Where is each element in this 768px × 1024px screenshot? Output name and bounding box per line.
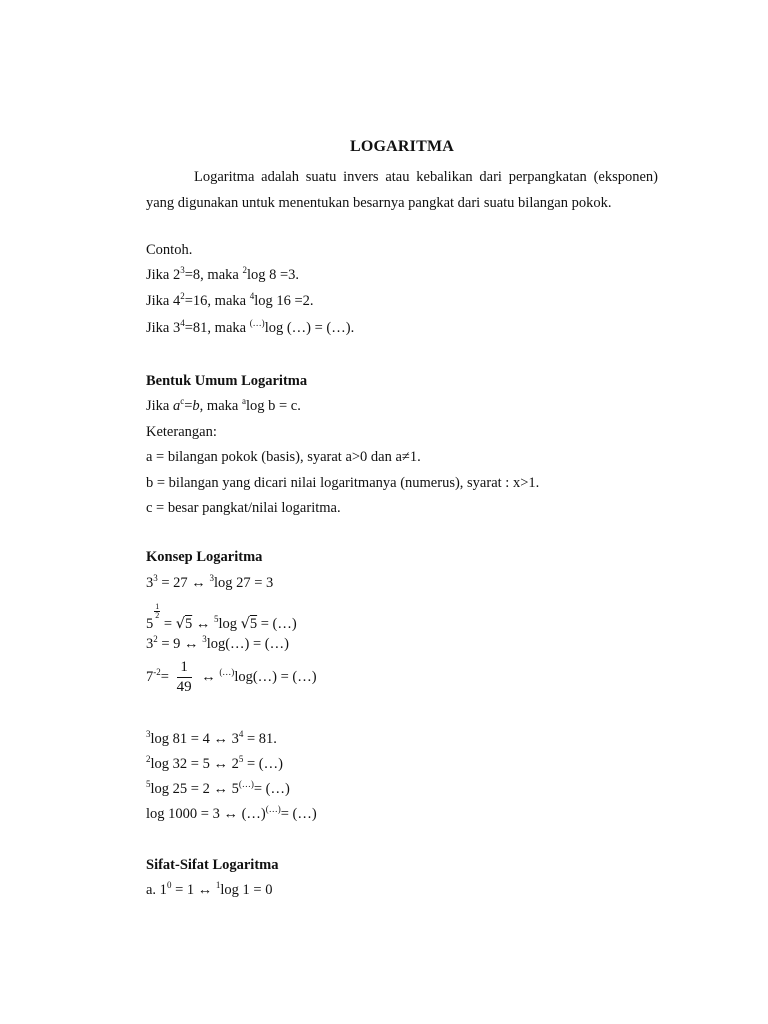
r7-log-base: 5 (146, 779, 151, 789)
r8-post: = (…) (280, 806, 317, 822)
r2-radicand: 5 (184, 616, 193, 632)
r4-post: log(…) = (…) (234, 668, 317, 685)
konsep-heading: Konsep Logaritma (146, 549, 263, 565)
r4-arrow: ↔ (197, 668, 220, 685)
bentuk-umum-formula (146, 398, 301, 415)
sqrt-icon: √ (240, 616, 250, 632)
sa-exponent: 0 (166, 880, 172, 890)
c-definition: c = besar pangkat/nilai logaritma. (146, 500, 341, 516)
bu-log-base: a (241, 396, 246, 406)
r6-exponent: 5 (238, 754, 244, 764)
r7-exponent: (…) (238, 779, 254, 789)
contoh-label: Contoh. (146, 242, 193, 258)
bu-pre: Jika (146, 398, 173, 414)
r3-log-base: 3 (202, 634, 207, 644)
example-3 (146, 320, 354, 337)
ex3-pre: Jika 3 (146, 320, 181, 336)
konsep-row-1 (146, 575, 273, 592)
r4-pre: 7 (146, 668, 154, 685)
ex2-mid: =16, maka (184, 293, 247, 309)
ex1-mid: =8, maka (184, 267, 239, 283)
r2-mid: = (160, 616, 176, 632)
keterangan-label: Keterangan: (146, 424, 217, 440)
ex3-exponent: 4 (180, 318, 185, 328)
r4-exponent: -2 (153, 666, 161, 677)
r2-frac-num: 1 (155, 602, 160, 611)
bu-post: log b = c. (245, 398, 301, 414)
r6-post: = (…) (243, 756, 283, 772)
r5-exponent: 4 (238, 729, 244, 739)
sqrt-icon: √ (175, 616, 185, 632)
bentuk-umum-heading: Bentuk Umum Logaritma (146, 373, 308, 389)
r4-log-base: (…) (219, 666, 235, 677)
sifat-heading: Sifat-Sifat Logaritma (146, 857, 279, 873)
bu-sep: , maka (199, 398, 239, 414)
r4-denominator: 49 (176, 679, 192, 695)
r8-exponent: (…) (265, 804, 281, 814)
r2-log: log (218, 616, 241, 632)
bu-b: b (192, 398, 200, 414)
r5-post: = 81. (243, 731, 277, 747)
sa-mid: = 1 ↔ (171, 882, 216, 898)
r2-post: = (…) (257, 616, 297, 632)
konsep-row-8 (146, 806, 317, 823)
r2-arrow: ↔ (192, 616, 214, 632)
ex1-post: log 8 =3. (246, 267, 300, 283)
r3-post: log(…) = (…) (206, 636, 289, 652)
r6-log-base: 2 (146, 754, 151, 764)
r1-pre: 3 (146, 575, 154, 591)
example-1 (146, 267, 299, 284)
r3-pre: 3 (146, 636, 154, 652)
r5-log-base: 3 (146, 729, 151, 739)
intro-paragraph (146, 165, 658, 216)
page-title: LOGARITMA (349, 138, 455, 155)
r4-fraction (177, 660, 192, 695)
r6-pre: log 32 = 5 ↔ 2 (150, 756, 239, 772)
r4-numerator: 1 (177, 660, 192, 678)
konsep-row-6 (146, 756, 283, 773)
sa-pre: a. 1 (146, 882, 167, 898)
bu-a: a (172, 398, 181, 414)
ex1-log-base: 2 (242, 265, 247, 275)
r3-exponent: 2 (153, 634, 158, 644)
r1-log-base: 3 (209, 573, 214, 583)
r1-exponent: 3 (153, 573, 158, 583)
r1-mid: = 27 ↔ (157, 575, 210, 591)
ex2-log-base: 4 (249, 291, 255, 301)
sa-post: log 1 = 0 (220, 882, 273, 898)
r2-log-base: 5 (213, 614, 219, 624)
ex1-pre: Jika 2 (146, 267, 181, 283)
r8-pre: log 1000 = 3 ↔ (…) (146, 806, 266, 822)
r5-pre: log 81 = 4 ↔ 3 (150, 731, 239, 747)
b-definition: b = bilangan yang dicari nilai logaritmanya (numerus), syarat : x>1. (146, 475, 540, 491)
r2-pre: 5 (146, 616, 154, 632)
r3-mid: = 9 ↔ (157, 636, 203, 652)
r1-post: log 27 = 3 (213, 575, 274, 591)
sa-log-base: 1 (215, 880, 221, 890)
bu-exponent: c (180, 396, 185, 406)
konsep-row-7 (146, 781, 290, 798)
sifat-a (146, 882, 272, 899)
ex1-exponent: 3 (180, 265, 185, 275)
intro-text: Logaritma adalah suatu invers atau kebalikan dari perpangkatan (eksponen) yang digunakan untuk menentukan besarnya pangkat dari suatu bilangan pokok. (146, 169, 658, 211)
r2-radicand-2: 5 (249, 616, 258, 632)
ex3-post: log (…) = (…). (264, 320, 355, 336)
example-2 (146, 293, 314, 310)
r7-pre: log 25 = 2 ↔ 5 (150, 781, 239, 797)
bu-eq: = (184, 398, 193, 414)
r4-mid: = (160, 668, 173, 685)
a-definition: a = bilangan pokok (basis), syarat a>0 dan a≠1. (146, 449, 421, 465)
konsep-row-4 (146, 660, 317, 695)
ex3-mid: =81, maka (184, 320, 247, 336)
ex3-log-base: (…) (249, 318, 265, 328)
konsep-row-2 (146, 603, 297, 633)
ex2-pre: Jika 4 (146, 293, 181, 309)
r7-post: = (…) (253, 781, 290, 797)
konsep-row-5 (146, 731, 277, 748)
ex2-exponent: 2 (180, 291, 185, 301)
r2-frac-den: 2 (155, 611, 160, 620)
ex2-post: log 16 =2. (254, 293, 314, 309)
konsep-row-3 (146, 636, 289, 653)
